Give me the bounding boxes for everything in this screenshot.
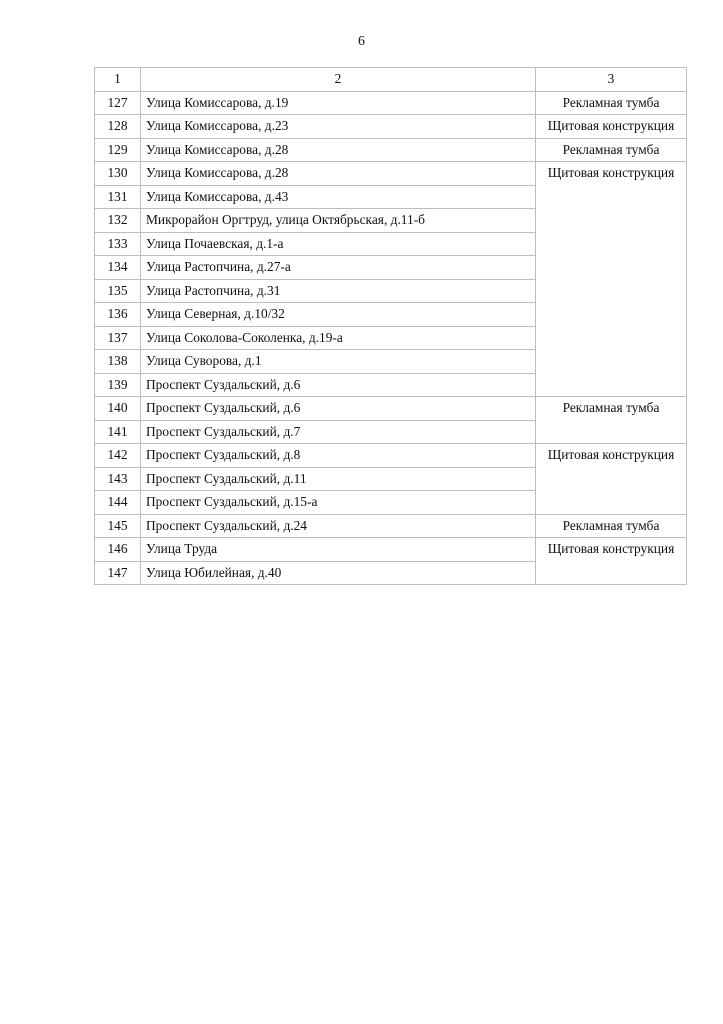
address-cell: Улица Северная, д.10/32	[141, 303, 536, 327]
row-number-cell: 132	[95, 209, 141, 233]
address-cell: Улица Почаевская, д.1-а	[141, 232, 536, 256]
address-cell: Проспект Суздальский, д.7	[141, 420, 536, 444]
address-cell: Проспект Суздальский, д.6	[141, 397, 536, 421]
row-number-cell: 131	[95, 185, 141, 209]
structure-type-cell: Щитовая конструкция	[536, 115, 687, 139]
row-number-cell: 140	[95, 397, 141, 421]
table-row	[95, 115, 687, 139]
address-cell: Улица Растопчина, д.31	[141, 279, 536, 303]
row-number-cell: 147	[95, 561, 141, 585]
row-number-cell: 136	[95, 303, 141, 327]
address-cell: Улица Соколова-Соколенка, д.19-а	[141, 326, 536, 350]
address-cell: Улица Комиссарова, д.43	[141, 185, 536, 209]
structure-type-cell: Рекламная тумба	[536, 397, 687, 444]
table-row	[95, 138, 687, 162]
row-number-cell: 138	[95, 350, 141, 374]
structure-type-cell: Рекламная тумба	[536, 138, 687, 162]
structure-type-cell: Рекламная тумба	[536, 514, 687, 538]
address-cell: Проспект Суздальский, д.6	[141, 373, 536, 397]
address-cell: Проспект Суздальский, д.24	[141, 514, 536, 538]
table-row	[95, 162, 687, 186]
table-row	[95, 538, 687, 562]
address-cell: Улица Комиссарова, д.28	[141, 162, 536, 186]
address-cell: Улица Суворова, д.1	[141, 350, 536, 374]
advertising-structures-table	[94, 67, 687, 585]
row-number-cell: 128	[95, 115, 141, 139]
address-cell: Улица Юбилейная, д.40	[141, 561, 536, 585]
row-number-cell: 141	[95, 420, 141, 444]
header-cell-type: 3	[536, 68, 687, 92]
table-row	[95, 444, 687, 468]
row-number-cell: 139	[95, 373, 141, 397]
row-number-cell: 146	[95, 538, 141, 562]
page-number: 6	[358, 34, 365, 49]
row-number-cell: 137	[95, 326, 141, 350]
table-body	[95, 68, 687, 585]
address-cell: Улица Комиссарова, д.19	[141, 91, 536, 115]
row-number-cell: 142	[95, 444, 141, 468]
row-number-cell: 134	[95, 256, 141, 280]
table-row	[95, 397, 687, 421]
table-row	[95, 91, 687, 115]
row-number-cell: 145	[95, 514, 141, 538]
address-cell: Проспект Суздальский, д.8	[141, 444, 536, 468]
row-number-cell: 144	[95, 491, 141, 515]
structure-type-cell: Щитовая конструкция	[536, 538, 687, 585]
structure-type-cell: Рекламная тумба	[536, 91, 687, 115]
address-cell: Проспект Суздальский, д.15-а	[141, 491, 536, 515]
row-number-cell: 133	[95, 232, 141, 256]
row-number-cell: 129	[95, 138, 141, 162]
row-number-cell: 130	[95, 162, 141, 186]
table-row	[95, 514, 687, 538]
row-number-cell: 127	[95, 91, 141, 115]
address-cell: Улица Комиссарова, д.28	[141, 138, 536, 162]
address-cell: Проспект Суздальский, д.11	[141, 467, 536, 491]
row-number-cell: 135	[95, 279, 141, 303]
row-number-cell: 143	[95, 467, 141, 491]
address-cell: Улица Труда	[141, 538, 536, 562]
structure-type-cell: Щитовая конструкция	[536, 162, 687, 397]
header-cell-address: 2	[141, 68, 536, 92]
table-header-row	[95, 68, 687, 92]
header-cell-number: 1	[95, 68, 141, 92]
structure-type-cell: Щитовая конструкция	[536, 444, 687, 515]
address-cell: Микрорайон Оргтруд, улица Октябрьская, д.11-б	[141, 209, 536, 233]
address-cell: Улица Растопчина, д.27-а	[141, 256, 536, 280]
address-cell: Улица Комиссарова, д.23	[141, 115, 536, 139]
